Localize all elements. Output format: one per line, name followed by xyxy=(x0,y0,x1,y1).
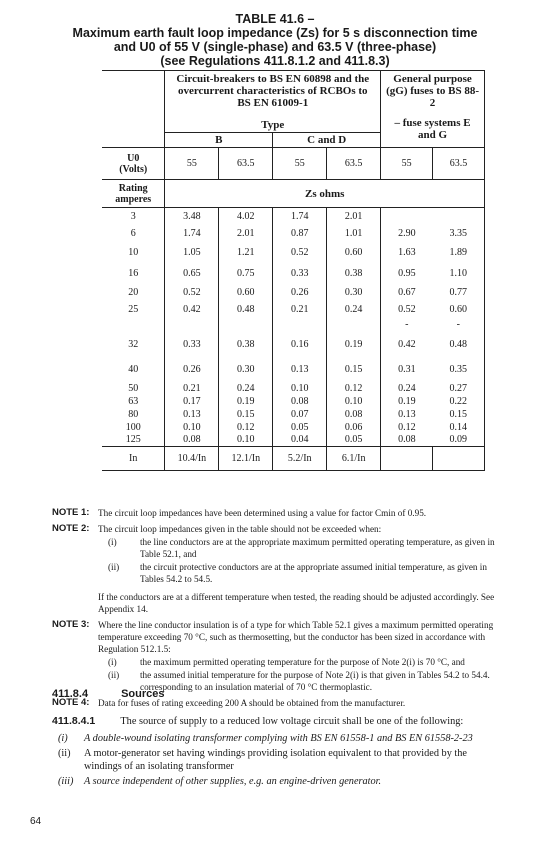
impedance-cell: 0.48 xyxy=(219,301,273,318)
in-value: 10.4/In xyxy=(165,447,219,471)
note-1-text: The circuit loop impedances have been determined using a value for factor Cmin of 0.95. xyxy=(98,508,427,518)
impedance-cell: 0.08 xyxy=(327,408,381,421)
impedance-cell: 0.42 xyxy=(398,338,416,350)
fuse-header-subtitle: – fuse systems E and G xyxy=(394,117,471,141)
impedance-cell: 0.12 xyxy=(219,421,273,434)
note-2-item-ii: (ii) the circuit protective conductors are at the appropriate assumed initial temperature, as given in Tables 54.2 to 54.5. xyxy=(108,562,487,584)
impedance-cell xyxy=(273,318,327,332)
table-row xyxy=(102,301,485,318)
note-1 xyxy=(52,507,502,519)
table-row xyxy=(102,434,485,447)
u0-value: 55 xyxy=(273,148,327,180)
in-value: 6.1/In xyxy=(327,447,381,471)
impedance-cell: 0.10 xyxy=(165,421,219,434)
table-row xyxy=(102,225,485,242)
u0-value: 63.5 xyxy=(327,148,381,180)
rating-cell: 125 xyxy=(102,434,165,447)
impedance-cell: 0.33 xyxy=(273,263,327,284)
zs-ohms-label: Zs ohms xyxy=(165,180,485,208)
impedance-cell: 0.16 xyxy=(273,332,327,357)
impedance-cell: 1.01 xyxy=(327,225,381,242)
note-3-text: Where the line conductor insulation is of a type for which Table 52.1 gives a maximum permitted operating temperature exceeding 70 °C, such as thermosetting, but the conductor has been sized in accordance with Regulation 512.1.5: xyxy=(98,620,494,654)
clause-item-i: (i) A double-wound isolating transformer complying with BS EN 61558-1 and BS EN 61558-2-23 xyxy=(58,733,473,744)
impedance-cell: 1.10 xyxy=(433,263,485,284)
impedance-cell: 0.13 xyxy=(273,357,327,382)
impedance-cell: 0.30 xyxy=(327,284,381,301)
impedance-cell: 2.90 xyxy=(398,227,416,239)
rating-cell: 32 xyxy=(102,332,165,357)
in-value: 12.1/In xyxy=(219,447,273,471)
impedance-cell: 0.21 xyxy=(273,301,327,318)
impedance-cell: 0.60 xyxy=(433,301,485,318)
impedance-cell: 3.35 xyxy=(433,225,485,242)
impedance-cell: 0.30 xyxy=(219,357,273,382)
impedance-cell: 0.08 xyxy=(273,395,327,408)
table-row xyxy=(102,357,485,382)
impedance-cell: 0.87 xyxy=(273,225,327,242)
rating-label: Rating amperes xyxy=(102,180,165,208)
note-4-text: Data for fuses of rating exceeding 200 A should be obtained from the manufacturer. xyxy=(98,698,406,708)
impedance-cell: 0.24 xyxy=(219,382,273,395)
impedance-cell: 0.19 xyxy=(219,395,273,408)
fuse-header xyxy=(381,71,485,148)
impedance-cell: 3.48 xyxy=(165,208,219,225)
circuit-breaker-header: Circuit-breakers to BS EN 60898 and the overcurrent characteristics of RCBOs to BS EN 61009-1 xyxy=(165,71,381,119)
impedance-cell: 0.14 xyxy=(433,421,485,434)
rating-cell: 3 xyxy=(102,208,165,225)
impedance-cell: 1.89 xyxy=(433,242,485,263)
impedance-cell: 0.08 xyxy=(165,434,219,447)
table-title-line-1: Maximum earth fault loop impedance (Zs) for 5 s disconnection time xyxy=(72,26,478,40)
note-2 xyxy=(52,523,502,615)
u0-value: 55 xyxy=(165,148,219,180)
note-1-label: NOTE 1: xyxy=(52,507,90,518)
impedance-cell: 4.02 xyxy=(219,208,273,225)
note-2-text: The circuit loop impedances given in the table should not be exceeded when: xyxy=(98,524,382,534)
section-title: Sources xyxy=(121,688,165,700)
impedance-cell: 0.12 xyxy=(327,382,381,395)
impedance-cell xyxy=(327,318,381,332)
rating-cell xyxy=(102,318,165,332)
impedance-cell: 0.22 xyxy=(433,395,485,408)
impedance-cell: 1.74 xyxy=(165,225,219,242)
impedance-cell: 0.19 xyxy=(398,395,416,407)
impedance-cell: 0.08 xyxy=(398,434,416,446)
u0-value: 63.5 xyxy=(433,148,485,180)
note-2-paragraph: If the conductors are at a different temperature when tested, the reading should be adjusted accordingly. See Appendix 14. xyxy=(98,592,495,614)
u0-row xyxy=(102,148,485,180)
impedance-cell: 0.33 xyxy=(165,332,219,357)
impedance-cell: 0.10 xyxy=(327,395,381,408)
note-3-item-ii: (ii) the assumed initial temperature for the purpose of Note 2(i) is that given in Tables 54.2 to 54.4. corresponding to an insulation material of 70 °C thermoplastic. xyxy=(108,670,490,692)
impedance-cell: 0.38 xyxy=(327,263,381,284)
impedance-cell: 0.65 xyxy=(165,263,219,284)
impedance-cell: 0.75 xyxy=(219,263,273,284)
impedance-cell: 0.35 xyxy=(433,357,485,382)
table-title-line-2: and U0 of 55 V (single-phase) and 63.5 V (three-phase) xyxy=(113,40,437,54)
impedance-cell: 2.01 xyxy=(219,225,273,242)
impedance-cell: 0.52 xyxy=(398,303,416,315)
impedance-cell: 0.15 xyxy=(433,408,485,421)
impedance-cell: 0.48 xyxy=(433,332,485,357)
impedance-cell: 0.10 xyxy=(219,434,273,447)
section-heading xyxy=(52,688,164,700)
impedance-cell: 0.15 xyxy=(327,357,381,382)
rating-cell: 50 xyxy=(102,382,165,395)
rating-cell: 25 xyxy=(102,301,165,318)
table-row xyxy=(102,263,485,284)
impedance-cell xyxy=(219,318,273,332)
impedance-cell: 0.05 xyxy=(273,421,327,434)
rating-cell: 10 xyxy=(102,242,165,263)
note-3-item-i: (i) the maximum permitted operating temperature for the purpose of Note 2(i) is 70 °C, and xyxy=(108,657,465,667)
impedance-cell xyxy=(165,318,219,332)
impedance-cell: 1.74 xyxy=(273,208,327,225)
in-value xyxy=(433,447,485,471)
rating-cell: 100 xyxy=(102,421,165,434)
type-c-and-d-label: C and D xyxy=(273,133,381,148)
table-caption: TABLE 41.6 – xyxy=(235,12,315,26)
clause-item-ii: (ii) A motor-generator set having windings providing isolation equivalent to that provided by the windings of an isolating transformer xyxy=(58,748,467,772)
impedance-cell: 0.38 xyxy=(219,332,273,357)
table-row xyxy=(102,332,485,357)
impedance-cell: 0.31 xyxy=(398,363,416,375)
impedance-cell: 0.52 xyxy=(273,242,327,263)
impedance-cell: 0.21 xyxy=(165,382,219,395)
impedance-cell: 0.07 xyxy=(273,408,327,421)
impedance-cell: 0.09 xyxy=(433,434,485,447)
rating-cell: 80 xyxy=(102,408,165,421)
impedance-cell: 0.42 xyxy=(165,301,219,318)
table-row xyxy=(102,382,485,395)
impedance-cell: 0.15 xyxy=(219,408,273,421)
in-value xyxy=(381,447,433,471)
page-number: 64 xyxy=(30,816,42,827)
table-row xyxy=(102,208,485,225)
notes-section xyxy=(52,507,502,713)
in-row xyxy=(102,447,485,471)
impedance-cell: 2.01 xyxy=(327,208,381,225)
u0-value: 55 xyxy=(381,148,433,180)
table-row xyxy=(102,395,485,408)
type-label: Type xyxy=(165,119,381,133)
table-row xyxy=(102,408,485,421)
note-2-label: NOTE 2: xyxy=(52,523,90,534)
impedance-cell: 0.67 xyxy=(398,286,416,298)
rating-cell: 16 xyxy=(102,263,165,284)
impedance-cell: - xyxy=(405,319,409,330)
table-row xyxy=(102,242,485,263)
impedance-cell: 0.12 xyxy=(398,421,416,433)
impedance-cell xyxy=(381,208,433,225)
impedance-cell: 0.24 xyxy=(327,301,381,318)
impedance-cell: 0.06 xyxy=(327,421,381,434)
table-title-reference: (see Regulations 411.8.1.2 and 411.8.3) xyxy=(160,54,390,68)
in-label: In xyxy=(102,447,165,471)
note-2-item-i: (i) the line conductors are at the appropriate maximum permitted operating temperature, as given in Table 52.1, and xyxy=(108,537,495,559)
impedance-cell: 0.05 xyxy=(327,434,381,447)
rating-cell: 20 xyxy=(102,284,165,301)
clause-number: 411.8.4.1 xyxy=(52,715,96,727)
clause-item-iii: (iii) A source independent of other supplies, e.g. an engine-driven generator. xyxy=(58,776,382,787)
impedance-cell: 0.77 xyxy=(433,284,485,301)
impedance-cell: 0.04 xyxy=(273,434,327,447)
rating-cell: 6 xyxy=(102,225,165,242)
impedance-cell xyxy=(433,208,485,225)
impedance-cell: 0.10 xyxy=(273,382,327,395)
impedance-cell: 1.63 xyxy=(398,246,416,258)
impedance-cell: 0.19 xyxy=(327,332,381,357)
impedance-cell: 0.95 xyxy=(398,267,416,279)
clause-411-8-4-1 xyxy=(52,715,502,788)
rating-cell: 63 xyxy=(102,395,165,408)
clause-text: The source of supply to a reduced low voltage circuit shall be one of the following: xyxy=(120,716,464,727)
u0-label: U0 (Volts) xyxy=(102,148,165,180)
table-row xyxy=(102,421,485,434)
impedance-cell: 0.60 xyxy=(219,284,273,301)
impedance-cell: - xyxy=(433,318,485,332)
impedance-cell: 0.60 xyxy=(327,242,381,263)
impedance-cell: 0.13 xyxy=(398,408,416,420)
table-row xyxy=(102,318,485,332)
impedance-cell: 0.26 xyxy=(165,357,219,382)
impedance-cell: 0.24 xyxy=(398,382,416,394)
in-value: 5.2/In xyxy=(273,447,327,471)
impedance-cell: 1.21 xyxy=(219,242,273,263)
impedance-cell: 0.52 xyxy=(165,284,219,301)
section-number: 411.8.4 xyxy=(52,688,89,700)
fuse-header-title: General purpose (gG) fuses to BS 88-2 xyxy=(386,73,479,109)
impedance-cell: 0.17 xyxy=(165,395,219,408)
impedance-cell: 1.05 xyxy=(165,242,219,263)
impedance-cell: 0.13 xyxy=(165,408,219,421)
note-4-label: NOTE 4: xyxy=(52,697,90,708)
impedance-table xyxy=(102,70,485,471)
table-row xyxy=(102,284,485,301)
type-b-label: B xyxy=(165,133,273,148)
impedance-cell: 0.26 xyxy=(273,284,327,301)
u0-value: 63.5 xyxy=(219,148,273,180)
rating-cell: 40 xyxy=(102,357,165,382)
note-3 xyxy=(52,619,502,693)
impedance-cell: 0.27 xyxy=(433,382,485,395)
note-3-label: NOTE 3: xyxy=(52,619,90,630)
